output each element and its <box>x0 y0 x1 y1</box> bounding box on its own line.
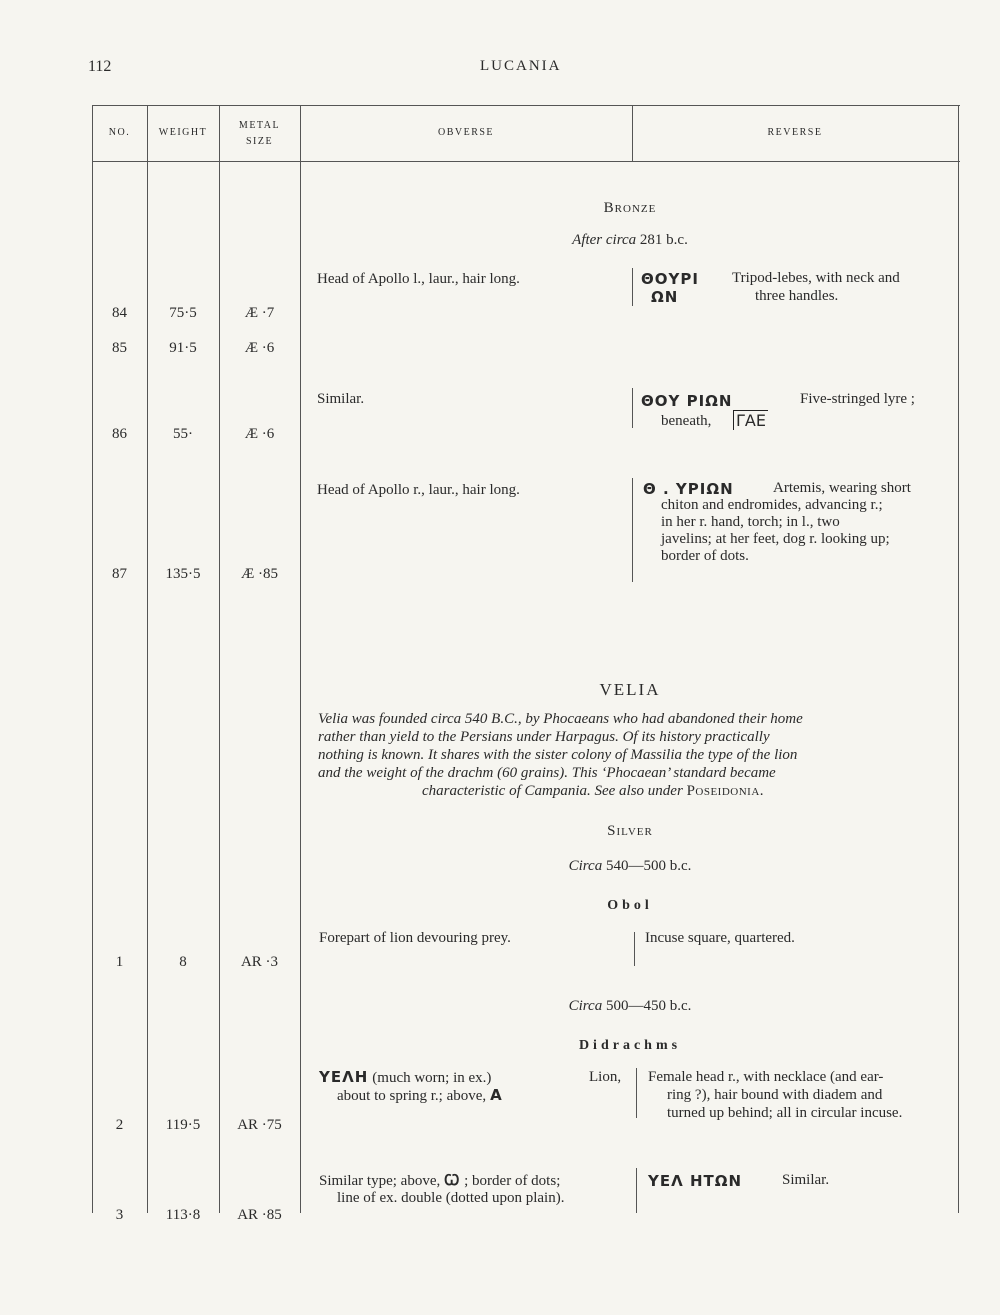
reverse-text: chiton and endromides, advancing r.; <box>661 497 883 513</box>
obverse-text: Head of Apollo r., laur., hair long. <box>317 482 520 498</box>
reverse-text: Female head r., with necklace (and ear- <box>648 1069 884 1085</box>
row-weight: 113·8 <box>165 1207 201 1223</box>
date-heading <box>300 232 960 249</box>
row-weight: 75·5 <box>169 305 197 321</box>
obverse-legend: ΥΕΛΗ <box>319 1068 369 1086</box>
date-heading <box>300 858 960 875</box>
date-rest: 540—500 b.c. <box>605 858 692 874</box>
col-header-reverse: REVERSE <box>767 127 823 138</box>
reverse-text: in her r. hand, torch; in l., two <box>661 514 840 530</box>
section-title-velia: VELIA <box>599 680 661 699</box>
reverse-legend: ΩΝ <box>651 288 679 306</box>
velia-intro-text: characteristic of Campania. See also under <box>422 783 683 799</box>
date-rest: 281 b.c. <box>639 232 688 248</box>
row-weight: 91·5 <box>169 340 197 356</box>
obverse-text: Forepart of lion devouring prey. <box>319 930 511 946</box>
row-weight: 119·5 <box>165 1117 201 1133</box>
velia-intro-last <box>422 783 764 800</box>
row-no: 84 <box>112 305 127 321</box>
denomination-obol: Obol <box>607 898 653 913</box>
reverse-legend: ΘΟΥΡΙ <box>641 270 699 288</box>
reverse-text: turned up behind; all in circular incuse. <box>667 1105 903 1121</box>
section-heading-bronze: Bronze <box>603 200 657 216</box>
row-metal: Æ ·6 <box>244 426 275 442</box>
col-header-weight: WEIGHT <box>158 127 208 138</box>
row-no: 86 <box>112 426 127 442</box>
row-weight: 8 <box>179 954 187 970</box>
reverse-text: Tripod-lebes, with neck and <box>732 270 900 286</box>
velia-intro-line: nothing is known. It shares with the sister colony of Massilia the type of the lion <box>318 747 798 763</box>
obverse-text-part: ; border of dots; <box>464 1173 561 1189</box>
obverse-symbol: Ꞷ <box>443 1171 461 1189</box>
row-metal: Æ ·7 <box>244 305 275 321</box>
obverse-text <box>319 1068 491 1087</box>
row-weight: 135·5 <box>165 566 201 582</box>
obverse-text: Head of Apollo l., laur., hair long. <box>317 271 520 287</box>
reverse-text: Five-stringed lyre ; <box>800 391 915 407</box>
col-header-obverse: OBVERSE <box>437 127 495 138</box>
col-header-metal: METAL <box>238 120 281 131</box>
date-heading <box>300 998 960 1015</box>
velia-intro-ref: Poseidonia. <box>686 783 765 799</box>
reverse-legend: Θ . ΥΡΙΩΝ <box>643 480 734 498</box>
velia-intro-line: and the weight of the drachm (60 grains). This ‘Phocaean’ standard became <box>318 765 776 781</box>
col-header-size: SIZE <box>245 136 274 147</box>
row-no: 3 <box>115 1207 124 1223</box>
reverse-text: beneath, <box>661 413 712 429</box>
date-rest: 500—450 b.c. <box>605 998 692 1014</box>
section-heading-silver: Silver <box>607 823 653 839</box>
row-metal: AR ·75 <box>237 1117 282 1133</box>
reverse-text: ring ?), hair bound with diadem and <box>667 1087 883 1103</box>
date-italic: Circa <box>568 998 603 1014</box>
obverse-text: line of ex. double (dotted upon plain). <box>337 1190 565 1206</box>
reverse-text: Artemis, wearing short <box>773 480 911 496</box>
row-no: 87 <box>112 566 127 582</box>
obverse-text: Similar. <box>317 391 365 407</box>
row-no: 85 <box>112 340 127 356</box>
reverse-text: Incuse square, quartered. <box>645 930 795 946</box>
row-metal: AR ·85 <box>237 1207 282 1223</box>
obverse-text-part: Lion, <box>589 1069 622 1085</box>
row-metal: AR ·3 <box>240 954 279 970</box>
reverse-text: three handles. <box>755 288 839 304</box>
velia-intro-line: Velia was founded circa 540 B.C., by Phocaeans who had abandoned their home <box>318 711 803 727</box>
page-number: 112 <box>88 58 112 75</box>
running-head: LUCANIA <box>480 58 562 74</box>
monogram: ΓΑΕ <box>733 410 768 430</box>
obverse-text-part: Similar type; above, <box>319 1173 441 1189</box>
reverse-text: javelins; at her feet, dog r. looking up; <box>661 531 890 547</box>
row-no: 1 <box>115 954 124 970</box>
row-no: 2 <box>115 1117 124 1133</box>
row-metal: Æ ·6 <box>244 340 275 356</box>
obverse-text <box>319 1172 560 1190</box>
reverse-text: border of dots. <box>661 548 749 564</box>
obverse-text-part: about to spring r.; above, <box>337 1088 487 1104</box>
col-header-no: NO. <box>108 127 131 138</box>
obverse-letter: Α <box>490 1086 503 1104</box>
obverse-text <box>337 1086 503 1105</box>
denomination-didrachms: Didrachms <box>578 1038 682 1053</box>
date-italic: After circa <box>572 232 637 248</box>
row-weight: 55· <box>173 426 193 442</box>
obverse-text-part: (much worn; in ex.) <box>372 1070 492 1086</box>
row-metal: Æ ·85 <box>240 566 279 582</box>
reverse-legend: ΘΟΥ ΡΙΩΝ <box>641 392 733 410</box>
velia-intro-line: rather than yield to the Persians under Harpagus. Of its history practically <box>318 729 770 745</box>
reverse-text: Similar. <box>782 1172 830 1188</box>
reverse-legend: ΥΕΛ ΗΤΩΝ <box>648 1172 743 1190</box>
date-italic: Circa <box>568 858 603 874</box>
